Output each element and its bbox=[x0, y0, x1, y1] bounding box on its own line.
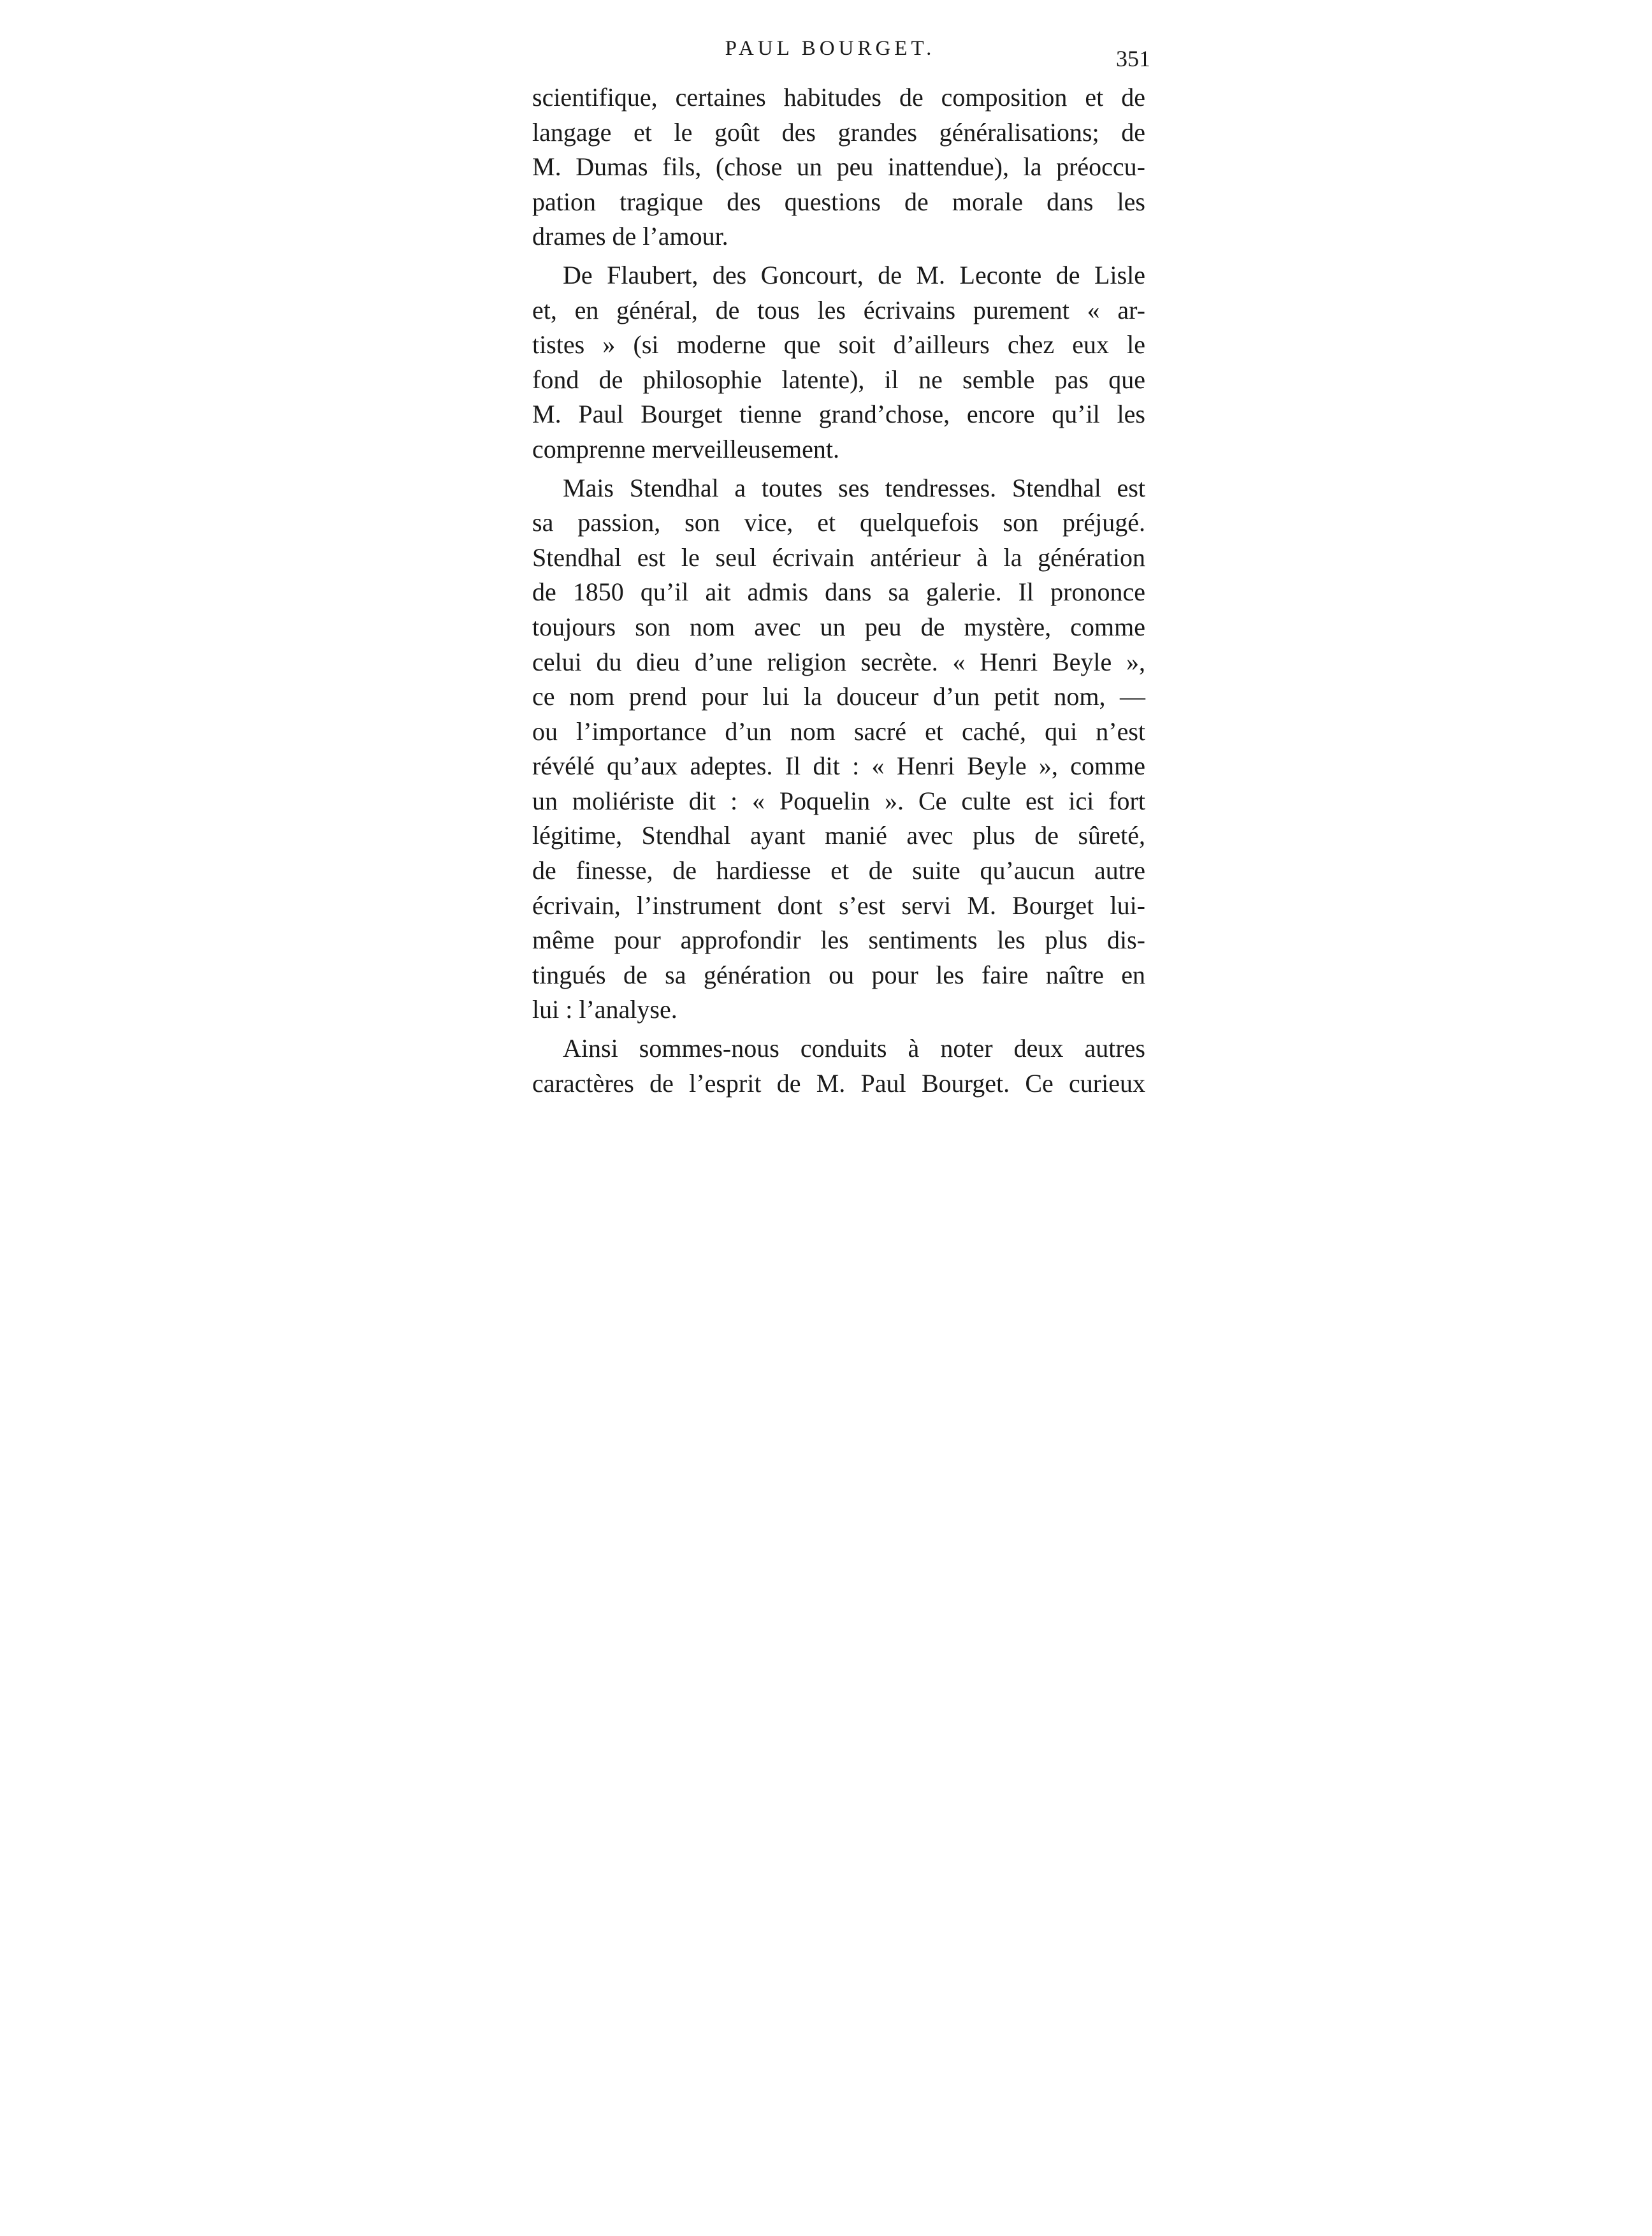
text-line: légitime, Stendhal ayant manié avec plus de sûreté, bbox=[532, 821, 1145, 850]
text-line: même pour approfondir les sentiments les plus dis- bbox=[532, 926, 1145, 955]
text-line: drames de l’amour. bbox=[532, 222, 728, 251]
paragraph-3 bbox=[532, 471, 1145, 1028]
text-line: pation tragique des questions de morale dans les bbox=[532, 187, 1145, 216]
text-line: M. Dumas fils, (chose un peu inattendue), la préoccu- bbox=[532, 152, 1145, 182]
text-line: Mais Stendhal a toutes ses tendresses. Stendhal est bbox=[563, 473, 1145, 502]
text-line: Stendhal est le seul écrivain antérieur à la génération bbox=[532, 542, 1145, 572]
paragraph-4 bbox=[532, 1031, 1145, 1101]
text-line: lui : l’analyse. bbox=[532, 995, 677, 1024]
text-line: celui du dieu d’une religion secrète. « Henri Beyle », bbox=[532, 647, 1145, 676]
text-line: toujours son nom avec un peu de mystère, comme bbox=[532, 612, 1145, 641]
text-line: fond de philosophie latente), il ne semble pas que bbox=[532, 365, 1145, 394]
text-line: écrivain, l’instrument dont s’est servi M. Bourget lui- bbox=[532, 890, 1145, 920]
paragraph-1 bbox=[532, 80, 1145, 254]
text-line: révélé qu’aux adeptes. Il dit : « Henri Beyle », comme bbox=[532, 751, 1145, 781]
text-line: langage et le goût des grandes généralisations; de bbox=[532, 117, 1145, 147]
text-line: un moliériste dit : « Poquelin ». Ce culte est ici fort bbox=[532, 786, 1145, 815]
text-line: sa passion, son vice, et quelquefois son préjugé. bbox=[532, 508, 1145, 537]
text-line: caractères de l’esprit de M. Paul Bourget. Ce curieux bbox=[532, 1068, 1145, 1098]
text-line: comprenne merveilleusement. bbox=[532, 434, 840, 463]
running-title: PAUL BOURGET. bbox=[725, 37, 936, 60]
text-line: de finesse, de hardiesse et de suite qu’aucun autre bbox=[532, 856, 1145, 885]
paragraph-2 bbox=[532, 258, 1145, 467]
text-line: scientifique, certaines habitudes de composition et de bbox=[532, 83, 1145, 112]
text-line: M. Paul Bourget tienne grand’chose, encore qu’il les bbox=[532, 400, 1145, 429]
text-line: de 1850 qu’il ait admis dans sa galerie. Il prononce bbox=[532, 577, 1145, 607]
page-number: 351 bbox=[1116, 46, 1150, 71]
body-text bbox=[532, 80, 1145, 1101]
text-line: ou l’importance d’un nom sacré et caché, qui n’est bbox=[532, 716, 1145, 746]
text-line: et, en général, de tous les écrivains purement « ar- bbox=[532, 295, 1145, 324]
text-line: tingués de sa génération ou pour les faire naître en bbox=[532, 960, 1145, 989]
text-line: De Flaubert, des Goncourt, de M. Leconte de Lisle bbox=[563, 260, 1145, 289]
text-line: ce nom prend pour lui la douceur d’un petit nom, — bbox=[532, 682, 1145, 711]
text-line: Ainsi sommes-nous conduits à noter deux autres bbox=[563, 1034, 1145, 1063]
text-line: tistes » (si moderne que soit d’ailleurs chez eux le bbox=[532, 330, 1145, 359]
page-header bbox=[510, 33, 1150, 78]
